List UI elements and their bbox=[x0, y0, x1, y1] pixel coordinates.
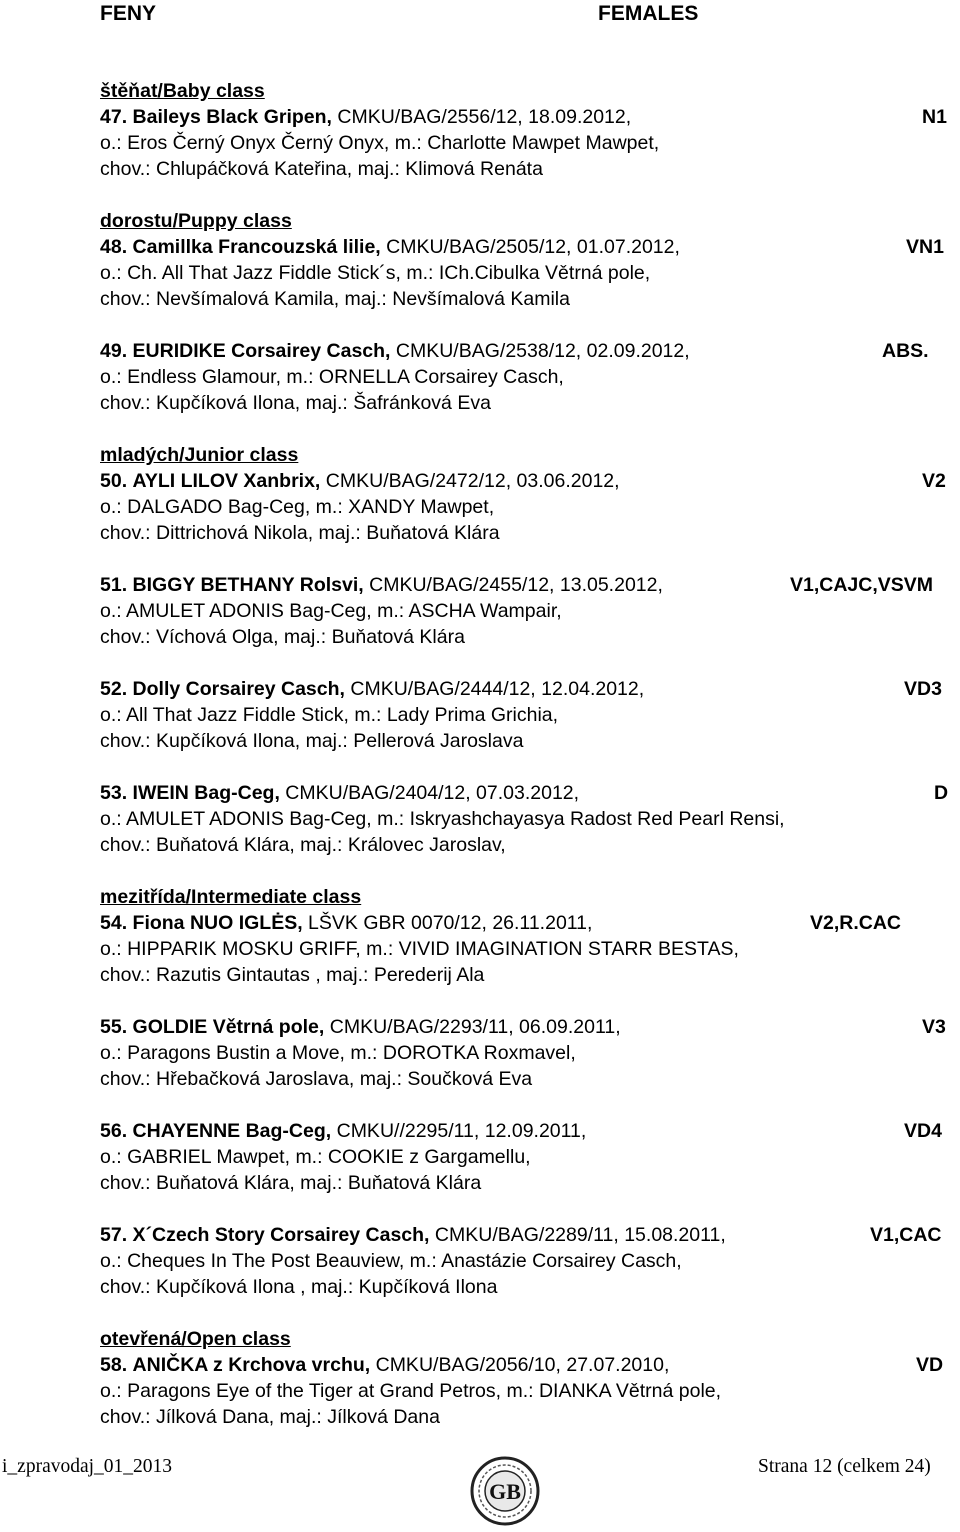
result-grade: N1 bbox=[922, 106, 947, 128]
registration-and-birth: CMKU/BAG/2056/10, 27.07.2010, bbox=[375, 1354, 670, 1376]
registration-and-birth: CMKU/BAG/2505/12, 01.07.2012, bbox=[386, 236, 680, 258]
class-title: mezitřída/Intermediate class bbox=[100, 886, 362, 908]
registration-and-birth: CMKU/BAG/2556/12, 18.09.2012, bbox=[337, 106, 632, 128]
breeder-owner-line: chov.: Jílková Dana, maj.: Jílková Dana bbox=[100, 1406, 440, 1428]
class-title: štěňat/Baby class bbox=[100, 80, 265, 102]
logo-initials: GB bbox=[489, 1479, 521, 1504]
registration-and-birth: CMKU/BAG/2455/12, 13.05.2012, bbox=[369, 574, 663, 596]
registration-and-birth: CMKU/BAG/2293/11, 06.09.2011, bbox=[329, 1016, 621, 1038]
footer-publication: i_zpravodaj_01_2013 bbox=[2, 1456, 173, 1477]
parents-line: o.: AMULET ADONIS Bag-Ceg, m.: Iskryashchayasya Radost Red Pearl Rensi, bbox=[100, 808, 785, 830]
entry-first-line bbox=[100, 780, 955, 806]
entry-number: 51. bbox=[100, 574, 128, 596]
class-section bbox=[100, 442, 955, 858]
dog-name: Camillka Francouzská lilie, bbox=[132, 236, 381, 258]
breeder-owner-line: chov.: Kupčíková Ilona, maj.: Šafránková Eva bbox=[100, 392, 491, 414]
registration-and-birth: CMKU/BAG/2289/11, 15.08.2011, bbox=[434, 1224, 726, 1246]
breeder-owner-line: chov.: Kupčíková Ilona, maj.: Pellerová Jaroslava bbox=[100, 730, 524, 752]
breeder-owner-line: chov.: Dittrichová Nikola, maj.: Buňatová Klára bbox=[100, 522, 500, 544]
dog-entry bbox=[100, 104, 955, 182]
result-grade: V2 bbox=[922, 470, 946, 492]
entry-number: 48. bbox=[100, 236, 128, 258]
dog-name: EURIDIKE Corsairey Casch, bbox=[132, 340, 391, 362]
class-title: dorostu/Puppy class bbox=[100, 210, 292, 232]
entry-first-line bbox=[100, 234, 955, 260]
entry-number: 52. bbox=[100, 678, 128, 700]
dog-name: ANIČKA z Krchova vrchu, bbox=[132, 1354, 371, 1376]
section-gap bbox=[100, 182, 955, 208]
section-gap bbox=[100, 1300, 955, 1326]
result-grade: V1,CAJC,VSVM bbox=[790, 574, 934, 596]
result-grade: VD3 bbox=[904, 678, 942, 700]
parents-line: o.: Paragons Bustin a Move, m.: DOROTKA Roxmavel, bbox=[100, 1042, 576, 1064]
entry-number: 54. bbox=[100, 912, 128, 934]
results-list bbox=[100, 78, 955, 1430]
dog-name: IWEIN Bag-Ceg, bbox=[132, 782, 280, 804]
class-section bbox=[100, 884, 955, 1300]
dog-name: CHAYENNE Bag-Ceg, bbox=[132, 1120, 332, 1142]
breeder-owner-line: chov.: Buňatová Klára, maj.: Královec Jaroslav, bbox=[100, 834, 506, 856]
entry-number: 49. bbox=[100, 340, 128, 362]
result-grade: VN1 bbox=[906, 236, 944, 258]
entry-first-line bbox=[100, 104, 955, 130]
page-footer bbox=[0, 1456, 960, 1526]
result-grade: V2,R.CAC bbox=[810, 912, 902, 934]
parents-line: o.: Paragons Eye of the Tiger at Grand Petros, m.: DIANKA Větrná pole, bbox=[100, 1380, 722, 1402]
class-title: otevřená/Open class bbox=[100, 1328, 291, 1350]
parents-line: o.: Ch. All That Jazz Fiddle Stick´s, m.: ICh.Cibulka Větrná pole, bbox=[100, 262, 651, 284]
registration-and-birth: CMKU/BAG/2404/12, 07.03.2012, bbox=[285, 782, 580, 804]
dog-entry bbox=[100, 468, 955, 546]
header-feny: FENY bbox=[100, 2, 157, 25]
entry-first-line bbox=[100, 910, 955, 936]
dog-entry bbox=[100, 338, 955, 416]
dog-entry bbox=[100, 1352, 955, 1430]
entry-number: 56. bbox=[100, 1120, 128, 1142]
dog-name: BIGGY BETHANY Rolsvi, bbox=[132, 574, 364, 596]
result-grade: V3 bbox=[922, 1016, 946, 1038]
dog-name: AYLI LILOV Xanbrix, bbox=[132, 470, 321, 492]
parents-line: o.: Cheques In The Post Beauview, m.: Anastázie Corsairey Casch, bbox=[100, 1250, 682, 1272]
parents-line: o.: DALGADO Bag-Ceg, m.: XANDY Mawpet, bbox=[100, 496, 495, 518]
registration-and-birth: CMKU//2295/11, 12.09.2011, bbox=[336, 1120, 587, 1142]
club-seal-logo-icon bbox=[465, 1456, 545, 1526]
parents-line: o.: HIPPARIK MOSKU GRIFF, m.: VIVID IMAGINATION STARR BESTAS, bbox=[100, 938, 739, 960]
dog-name: GOLDIE Větrná pole, bbox=[132, 1016, 325, 1038]
result-grade: D bbox=[934, 782, 949, 804]
entry-number: 50. bbox=[100, 470, 128, 492]
result-grade: VD4 bbox=[904, 1120, 942, 1142]
breeder-owner-line: chov.: Hřebačková Jaroslava, maj.: Součková Eva bbox=[100, 1068, 533, 1090]
parents-line: o.: AMULET ADONIS Bag-Ceg, m.: ASCHA Wampair, bbox=[100, 600, 562, 622]
entry-number: 57. bbox=[100, 1224, 128, 1246]
result-grade: V1,CAC bbox=[870, 1224, 942, 1246]
entry-first-line bbox=[100, 468, 955, 494]
class-section bbox=[100, 78, 955, 182]
entry-first-line bbox=[100, 1352, 955, 1378]
class-section bbox=[100, 1326, 955, 1430]
result-grade: VD bbox=[916, 1354, 944, 1376]
entry-first-line bbox=[100, 572, 955, 598]
dog-name: X´Czech Story Corsairey Casch, bbox=[132, 1224, 430, 1246]
class-title: mladých/Junior class bbox=[100, 444, 299, 466]
section-gap bbox=[100, 416, 955, 442]
breeder-owner-line: chov.: Nevšímalová Kamila, maj.: Nevšímalová Kamila bbox=[100, 288, 570, 310]
dog-entry bbox=[100, 676, 955, 754]
dog-entry bbox=[100, 1118, 955, 1196]
breeder-owner-line: chov.: Kupčíková Ilona , maj.: Kupčíková Ilona bbox=[100, 1276, 498, 1298]
footer-page-number: Strana 12 (celkem 24) bbox=[758, 1456, 931, 1477]
dog-name: Baileys Black Gripen, bbox=[132, 106, 332, 128]
dog-name: Dolly Corsairey Casch, bbox=[132, 678, 345, 700]
parents-line: o.: GABRIEL Mawpet, m.: COOKIE z Gargamellu, bbox=[100, 1146, 531, 1168]
header-females: FEMALES bbox=[598, 2, 699, 25]
entry-first-line bbox=[100, 1014, 955, 1040]
dog-entry bbox=[100, 234, 955, 312]
entry-number: 47. bbox=[100, 106, 128, 128]
registration-and-birth: CMKU/BAG/2444/12, 12.04.2012, bbox=[350, 678, 645, 700]
dog-entry bbox=[100, 1014, 955, 1092]
entry-first-line bbox=[100, 338, 955, 364]
dog-entry bbox=[100, 1222, 955, 1300]
breeder-owner-line: chov.: Chlupáčková Kateřina, maj.: Klimová Renáta bbox=[100, 158, 543, 180]
breeder-owner-line: chov.: Víchová Olga, maj.: Buňatová Klára bbox=[100, 626, 465, 648]
parents-line: o.: Eros Černý Onyx Černý Onyx, m.: Charlotte Mawpet Mawpet, bbox=[100, 132, 660, 154]
registration-and-birth: CMKU/BAG/2538/12, 02.09.2012, bbox=[395, 340, 690, 362]
breeder-owner-line: chov.: Buňatová Klára, maj.: Buňatová Klára bbox=[100, 1172, 482, 1194]
entry-number: 53. bbox=[100, 782, 128, 804]
parents-line: o.: All That Jazz Fiddle Stick, m.: Lady Prima Grichia, bbox=[100, 704, 559, 726]
dog-entry bbox=[100, 780, 955, 858]
dog-entry bbox=[100, 910, 955, 988]
class-section bbox=[100, 208, 955, 416]
section-gap bbox=[100, 858, 955, 884]
registration-and-birth: CMKU/BAG/2472/12, 03.06.2012, bbox=[325, 470, 620, 492]
parents-line: o.: Endless Glamour, m.: ORNELLA Corsairey Casch, bbox=[100, 366, 564, 388]
entry-number: 55. bbox=[100, 1016, 128, 1038]
registration-and-birth: LŠVK GBR 0070/12, 26.11.2011, bbox=[308, 912, 593, 934]
entry-first-line bbox=[100, 676, 955, 702]
result-grade: ABS. bbox=[882, 340, 929, 362]
dog-entry bbox=[100, 572, 955, 650]
entry-first-line bbox=[100, 1222, 955, 1248]
entry-first-line bbox=[100, 1118, 955, 1144]
breeder-owner-line: chov.: Razutis Gintautas , maj.: Perederij Ala bbox=[100, 964, 485, 986]
entry-number: 58. bbox=[100, 1354, 128, 1376]
dog-name: Fiona NUO IGLĖS, bbox=[132, 912, 303, 934]
